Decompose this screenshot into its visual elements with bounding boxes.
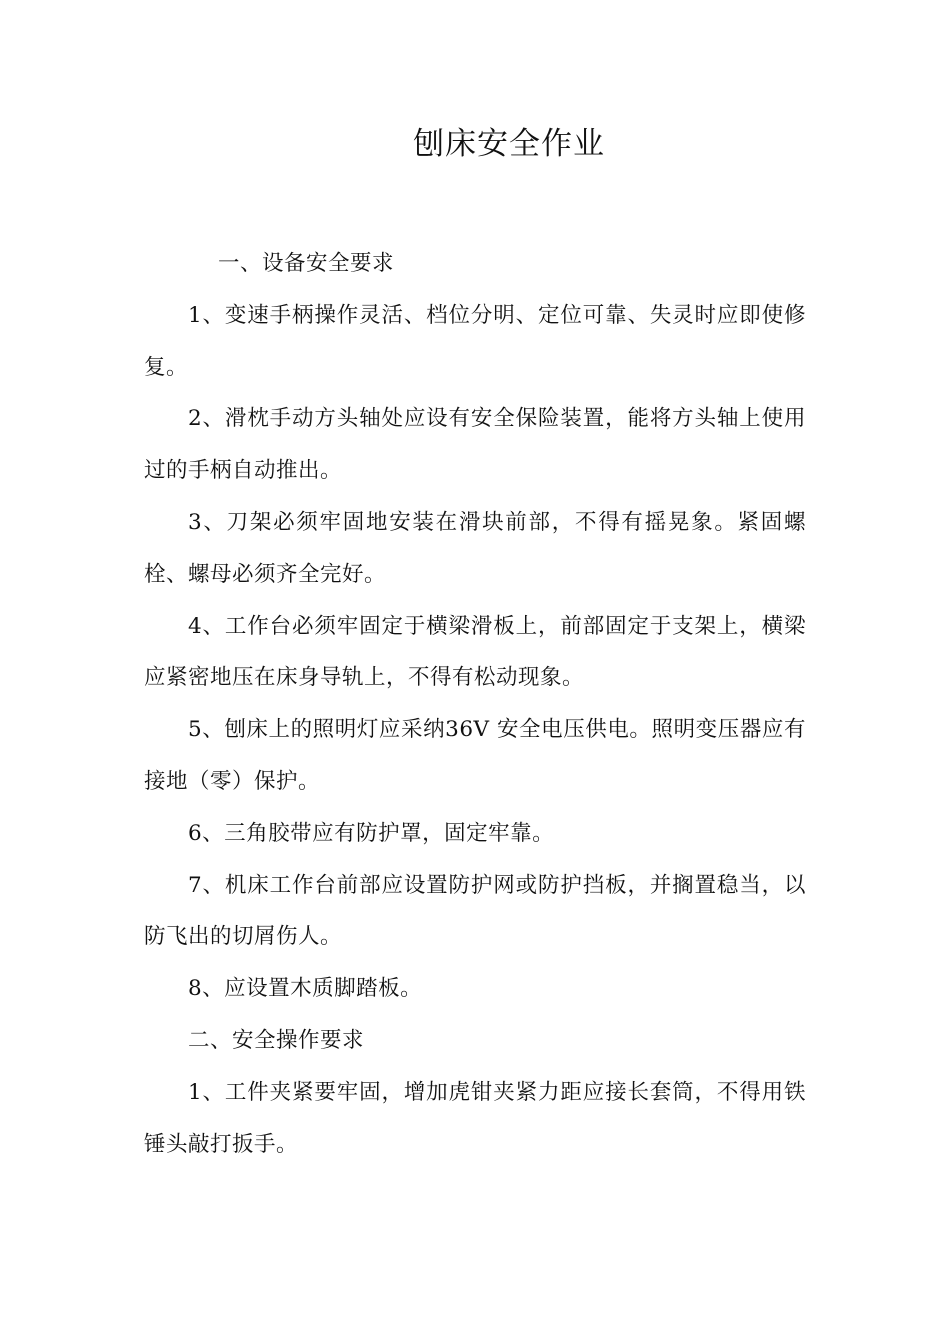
paragraph-equipment-5: 5、刨床上的照明灯应采纳36V 安全电压供电。照明变压器应有接地（零）保护。 bbox=[144, 717, 806, 794]
section-heading-operation: 二、安全操作要求 bbox=[188, 1027, 365, 1053]
paragraph-equipment-1: 1、变速手柄操作灵活、档位分明、定位可靠、失灵时应即使修复。 bbox=[144, 302, 806, 380]
section-heading-equipment: 一、设备安全要求 bbox=[218, 251, 395, 276]
paragraph-operation-1: 1、工件夹紧要牢固，增加虎钳夹紧力距应接长套筒，不得用铁锤头敲打扳手。 bbox=[144, 1079, 806, 1157]
paragraph-equipment-7: 7、机床工作台前部应设置防护网或防护挡板，并搁置稳当，以防飞出的切屑伤人。 bbox=[144, 872, 806, 950]
paragraph-equipment-3: 3、刀架必须牢固地安装在滑块前部，不得有摇晃象。紧固螺栓、螺母必须齐全完好。 bbox=[144, 509, 806, 587]
paragraph-equipment-2: 2、滑枕手动方头轴处应设有安全保险装置，能将方头轴上使用过的手柄自动推出。 bbox=[144, 406, 806, 484]
document-body bbox=[144, 238, 806, 1170]
paragraph-equipment-6: 6、三角胶带应有防护罩，固定牢靠。 bbox=[188, 820, 555, 846]
paragraph-equipment-4: 4、工作台必须牢固定于横梁滑板上，前部固定于支架上，横梁应紧密地压在床身导轨上，不得有松动现象。 bbox=[144, 613, 806, 691]
paragraph-equipment-8: 8、应设置木质脚踏板。 bbox=[188, 976, 423, 1002]
document-title: 刨床安全作业 bbox=[413, 126, 605, 162]
